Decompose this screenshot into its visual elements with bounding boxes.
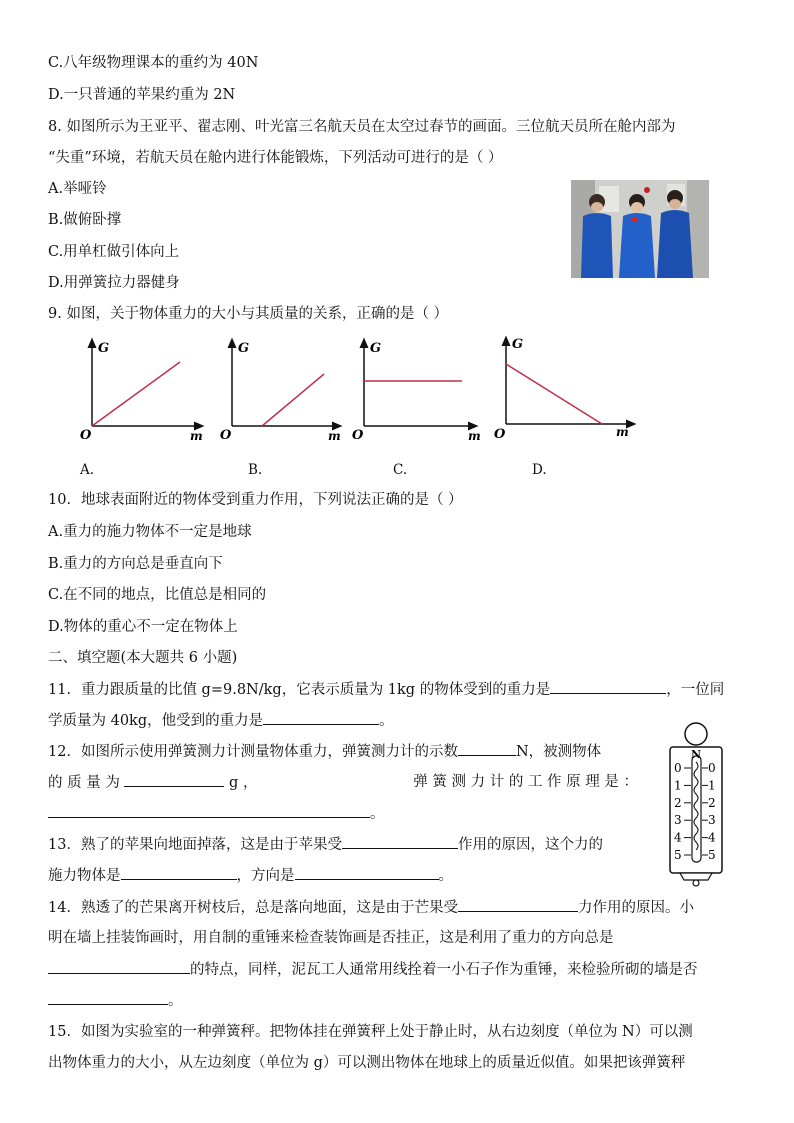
question-11-line2: [48, 710, 394, 731]
graph-c-x-label: m: [468, 429, 481, 443]
question-14-line2: 明在墙上挂装饰画时，用自制的重锤来检查装饰画是否挂正，这是利用了重力的方向总是: [48, 930, 614, 946]
q12-text-1: 12．如图所示使用弹簧测力计测量物体重力，弹簧测力计的示数: [48, 744, 458, 760]
graph-caption-b: B.: [248, 462, 263, 478]
q13-text-3: 施力物体是: [48, 868, 121, 884]
q14-text-4: 。: [168, 993, 183, 1009]
q10-option-d: D.物体的重心不一定在物体上: [48, 619, 238, 635]
option-c-text: C.八年级物理课本的重约为 40N: [48, 55, 259, 71]
graph-a-origin: O: [80, 428, 92, 443]
graph-b-x-label: m: [328, 429, 341, 443]
q12-text-4: g ，: [229, 775, 258, 791]
graph-a-y-label: G: [98, 341, 110, 356]
scale-top-ring: [685, 723, 707, 745]
scale-tube: [692, 756, 701, 862]
q8-option-c: C.用单杠做引体向上: [48, 244, 180, 260]
graph-b-line: [262, 374, 324, 426]
q14-blank-3[interactable]: [48, 990, 168, 1005]
q11-text-3: 学质量为 40kg，他受到的重力是: [48, 713, 264, 729]
scale-unit-n: N: [691, 748, 702, 761]
section-2-heading: 二、填空题(本大题共 6 小题): [48, 650, 238, 666]
q14-text-2: 力作用的原因。小: [577, 900, 694, 916]
q8-option-a: A.举哑铃: [48, 181, 107, 197]
scale-tick-left-5: 5: [674, 848, 682, 862]
question-14-line3: [48, 959, 698, 980]
graph-b-y-label: G: [238, 341, 250, 356]
astronauts-photo: [571, 180, 709, 278]
scale-tick-right-2: 2: [708, 795, 716, 810]
q12-text-5: 弹 簧 测 力 计 的 工 作 原 理 是 ：: [413, 774, 638, 790]
q13-text-4: ，方向是: [236, 868, 295, 884]
scale-tick-right-1: 1: [708, 778, 716, 793]
q10-option-c: C.在不同的地点，比值总是相同的: [48, 587, 267, 603]
graph-b-origin: O: [220, 428, 232, 443]
q14-text-1: 14．熟透了的芒果离开树枝后，总是落向地面，这是由于芒果受: [48, 900, 458, 916]
q11-text-1: 11．重力跟质量的比值 g=9.8N/kg，它表示质量为 1kg 的物体受到的重力是: [48, 682, 551, 698]
scale-hook-ring: [693, 880, 699, 886]
question-13-line1: [48, 834, 603, 855]
spring-scale-figure: [664, 720, 744, 888]
scale-bottom-hook: [680, 873, 712, 880]
q13-text-1: 13．熟了的苹果向地面掉落，这是由于苹果受: [48, 837, 342, 853]
q14-blank-1[interactable]: [458, 897, 578, 912]
graph-caption-c: C.: [393, 462, 408, 478]
question-8-line1: 8. 如图所示为王亚平、翟志刚、叶光富三名航天员在太空过春节的画面。三位航天员所在舱内部为: [48, 119, 676, 135]
question-8-line2: “失重”环境，若航天员在舱内进行体能锻炼，下列活动可进行的是（ ）: [48, 150, 503, 166]
graph-c-origin: O: [352, 428, 364, 443]
q10-option-a: A.重力的施力物体不一定是地球: [48, 524, 252, 540]
question-12-line2: [48, 772, 638, 793]
question-13-line2: [48, 865, 453, 886]
q13-blank-2[interactable]: [121, 865, 237, 880]
graph-b: [220, 341, 341, 443]
q12-blank-3[interactable]: [48, 803, 370, 818]
q14-blank-2[interactable]: [48, 959, 190, 974]
q13-text-5: 。: [438, 868, 453, 884]
option-d-text: D.一只普通的苹果约重为 2N: [48, 87, 236, 103]
q12-blank-2[interactable]: [124, 772, 224, 787]
q11-text-2: ，一位同: [666, 682, 725, 698]
scale-tick-right-3: 3: [708, 813, 716, 828]
graph-caption-a: A.: [80, 462, 95, 478]
question-12-line1: [48, 741, 601, 762]
scale-tick-left-3: 3: [674, 813, 682, 828]
graph-c-y-label: G: [370, 341, 382, 356]
question-15-line2: 出物体重力的大小，从左边刻度（单位为 g）可以测出物体在地球上的质量近似值。如果把该弹簧秤: [48, 1055, 686, 1071]
graph-d-line: [506, 364, 602, 424]
q11-blank-1[interactable]: [550, 679, 666, 694]
question-12-line3: [48, 803, 385, 824]
q11-text-4: 。: [379, 713, 394, 729]
q9-graphs: [70, 336, 660, 446]
q8-option-d: D.用弹簧拉力器健身: [48, 275, 180, 291]
scale-tick-right-4: 4: [708, 830, 716, 845]
graph-a-line: [92, 362, 180, 426]
q11-blank-2[interactable]: [263, 710, 379, 725]
scale-tick-left-1: 1: [674, 778, 682, 793]
scale-tick-left-0: 0: [674, 761, 682, 775]
q13-blank-1[interactable]: [342, 834, 458, 849]
q13-blank-3[interactable]: [295, 865, 439, 880]
question-15-line1: 15．如图为实验室的一种弹簧秤。把物体挂在弹簧秤上处于静止时，从右边刻度（单位为 N）可以测: [48, 1024, 693, 1040]
scale-tick-right-0: 0: [708, 761, 716, 775]
q12-text-3: 的 质 量 为: [48, 775, 120, 791]
q12-blank-1[interactable]: [458, 741, 516, 756]
question-14-line1: [48, 897, 694, 918]
graph-c: [352, 341, 481, 443]
graph-d-origin: O: [494, 427, 506, 442]
question-9: 9. 如图，关于物体重力的大小与其质量的关系，正确的是（ ）: [48, 306, 449, 322]
q14-text-3: 的特点，同样，泥瓦工人通常用线拴着一小石子作为重锤，来检验所砌的墙是否: [190, 962, 698, 978]
question-10: 10．地球表面附近的物体受到重力作用，下列说法正确的是（ ）: [48, 492, 463, 508]
question-14-line4: [48, 990, 183, 1011]
question-11-line1: [48, 679, 724, 700]
graph-d-y-label: G: [512, 337, 524, 352]
scale-tick-left-4: 4: [674, 830, 682, 845]
scale-tick-right-5: 5: [708, 848, 716, 862]
graph-d: [494, 337, 632, 442]
q12-text-6: 。: [370, 806, 385, 822]
graph-a: [80, 341, 203, 443]
q12-text-2: N，被测物体: [515, 744, 602, 760]
graph-d-x-label: m: [616, 425, 629, 439]
q8-option-b: B.做俯卧撑: [48, 212, 122, 228]
graph-caption-d: D.: [532, 462, 547, 478]
q10-option-b: B.重力的方向总是垂直向下: [48, 556, 223, 572]
q13-text-2: 作用的原因，这个力的: [457, 837, 603, 853]
graph-a-x-label: m: [190, 429, 203, 443]
scale-tick-left-2: 2: [674, 795, 682, 810]
astronauts-illustration: [571, 180, 709, 278]
